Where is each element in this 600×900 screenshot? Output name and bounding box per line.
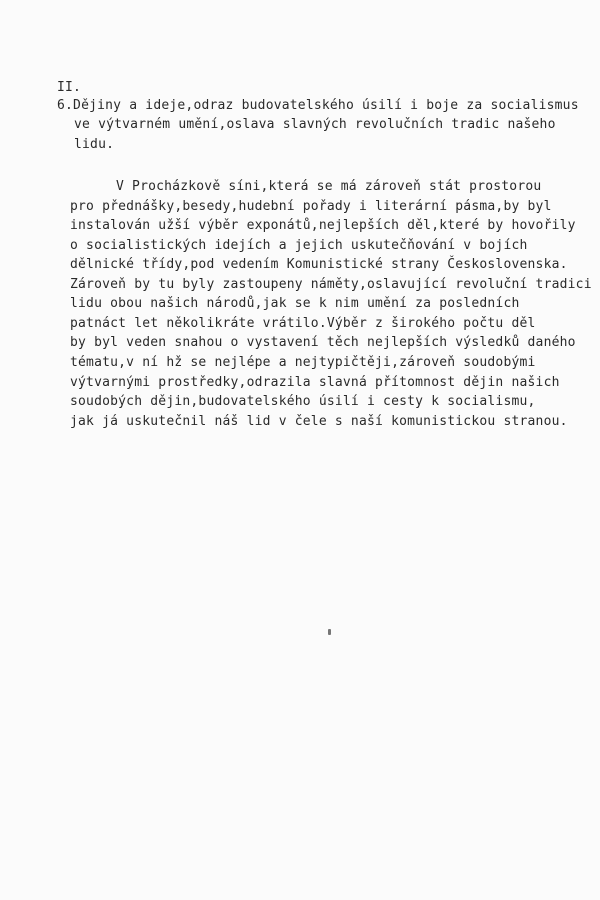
body-line-4: o socialistických idejích a jejich uskutečňování v bojích (70, 238, 528, 253)
body-line-5: dělnické třídy,pod vedením Komunistické strany Československa. (70, 257, 568, 272)
body-line-13: jak já uskutečnil náš lid v čele s naší komunistickou stranou. (70, 414, 568, 429)
body-line-9: by byl veden snahou o vystavení těch nejlepších výsledků daného (70, 335, 576, 350)
body-line-3: instalován užší výběr exponátů,nejlepších děl,které by hovořily (70, 218, 576, 233)
body-line-6: Zároveň by tu byly zastoupeny náměty,oslavující revoluční tradici (70, 277, 592, 292)
body-line-11: výtvarnými prostředky,odrazila slavná přítomnost dějin našich (70, 375, 560, 390)
heading-line-1: 6.Dějiny a ideje,odraz budovatelského úsilí i boje za socialismus (57, 98, 579, 113)
section-number: II. (57, 80, 82, 95)
body-line-10: tématu,v ní hž se nejlépe a nejtypičtěji,zároveň soudobými (70, 355, 536, 370)
heading-line-2: ve výtvarném umění,oslava slavných revolučních tradic našeho (74, 117, 556, 132)
heading-line-3: lidu. (74, 137, 115, 152)
body-line-8: patnáct let několikráte vrátilo.Výběr z širokého počtu děl (70, 316, 536, 331)
body-line-2: pro přednášky,besedy,hudební pořady i literární pásma,by byl (70, 199, 552, 214)
body-line-7: lidu obou našich národů,jak se k nim umění za posledních (70, 296, 520, 311)
body-line-12: soudobých dějin,budovatelského úsilí i cesty k socialismu, (70, 394, 536, 409)
body-line-1: V Procházkově síni,která se má zároveň stát prostorou (116, 179, 542, 194)
ink-mark (328, 629, 331, 635)
